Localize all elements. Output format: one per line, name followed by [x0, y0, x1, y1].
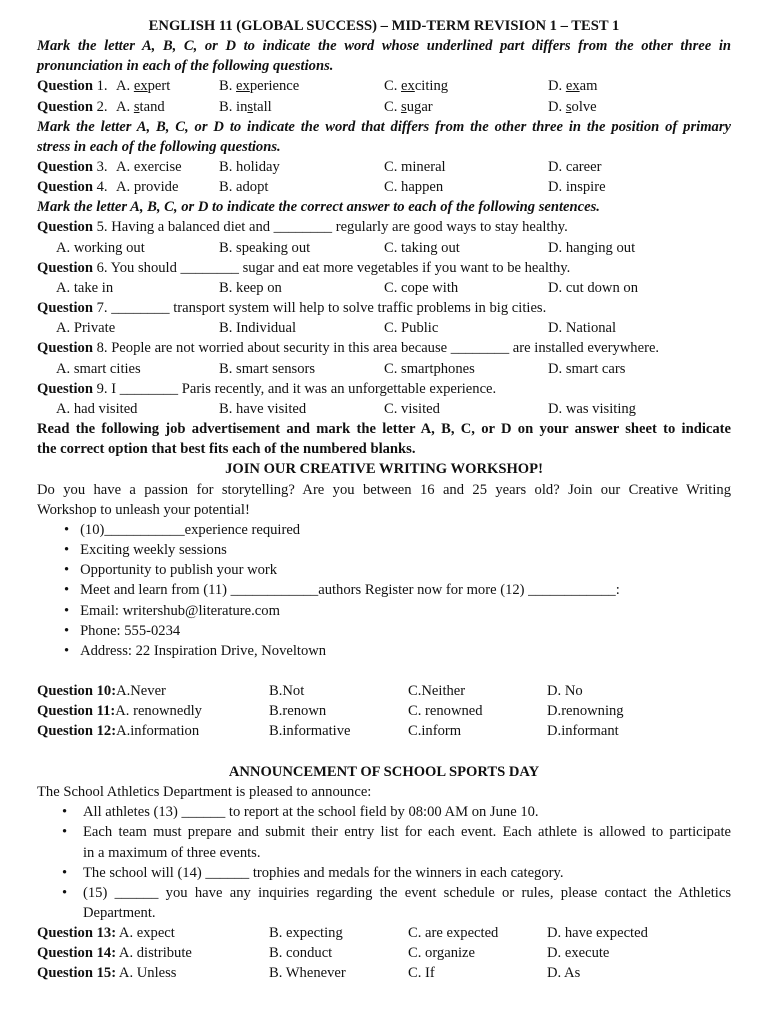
question-1-option-c: C. exciting — [384, 78, 449, 94]
question-12-option-c: C.inform — [408, 723, 462, 739]
workshop-intro-line2: Workshop to unleash your potential! — [37, 502, 250, 518]
question-10: Question 10:A.Never — [37, 683, 166, 699]
question-7-option-b: B. Individual — [219, 320, 297, 336]
question-15-option-b: B. Whenever — [269, 965, 346, 981]
question-11: Question 11:A. renownedly — [37, 703, 202, 719]
question-11-option-c: C. renowned — [408, 703, 483, 719]
question-11-option-b: B.renown — [269, 703, 327, 719]
question-2: Question 2. — [37, 99, 108, 115]
question-4-option-d: D. inspire — [548, 179, 606, 195]
question-9-option-a: A. had visited — [56, 401, 138, 417]
question-5-option-a: A. working out — [56, 240, 145, 256]
instruction-pronunciation-line1: Mark the letter A, B, C, or D to indicate the word whose underlined part differs from the other three in — [37, 38, 731, 54]
question-10-option-d: D. No — [547, 683, 583, 699]
sports-bullet-2-marker: • — [62, 824, 68, 840]
sports-bullet-1: All athletes (13) ______ to report at the school field by 08:00 AM on June 10. — [83, 804, 539, 820]
question-7-option-c: C. Public — [384, 320, 439, 336]
document-title: ENGLISH 11 (GLOBAL SUCCESS) – MID-TERM REVISION 1 – TEST 1 — [148, 18, 620, 34]
workshop-bullet-7: • Address: 22 Inspiration Drive, Noveltown — [64, 643, 327, 659]
question-4: Question 4. — [37, 179, 108, 195]
question-5-option-b: B. speaking out — [219, 240, 311, 256]
question-1-option-d: D. exam — [548, 78, 598, 94]
sports-bullet-2-line2: in a maximum of three events. — [83, 845, 261, 861]
question-13: Question 13: A. expect — [37, 925, 175, 941]
question-8-option-b: B. smart sensors — [219, 361, 316, 377]
question-8: Question 8. People are not worried about security in this area because ________ are installed everywhere. — [37, 340, 660, 356]
workshop-bullet-5: • Email: writershub@literature.com — [64, 603, 280, 619]
question-9-option-c: C. visited — [384, 401, 440, 417]
question-8-option-c: C. smartphones — [384, 361, 475, 377]
question-13-option-b: B. expecting — [269, 925, 343, 941]
question-6-option-a: A. take in — [56, 280, 114, 296]
question-9-option-d: D. was visiting — [548, 401, 636, 417]
question-9: Question 9. I ________ Paris recently, and it was an unforgettable experience. — [37, 381, 497, 397]
question-6-option-d: D. cut down on — [548, 280, 638, 296]
question-3-option-b: B. holiday — [219, 159, 280, 175]
question-2-option-b: B. install — [219, 99, 272, 115]
question-1: Question 1. — [37, 78, 108, 94]
workshop-bullet-2: • Exciting weekly sessions — [64, 542, 227, 558]
workshop-bullet-3: • Opportunity to publish your work — [64, 562, 278, 578]
question-10-option-c: C.Neither — [408, 683, 466, 699]
instruction-stress-line1: Mark the letter A, B, C, or D to indicate the word that differs from the other three in the position of primary — [37, 119, 731, 135]
workshop-intro-line1: Do you have a passion for storytelling? Are you between 16 and 25 years old? Join our Creative Writing — [37, 482, 731, 498]
question-6: Question 6. You should ________ sugar and eat more vegetables if you want to be healthy. — [37, 260, 571, 276]
question-7: Question 7. ________ transport system will help to solve traffic problems in big cities. — [37, 300, 547, 316]
instruction-sentences: Mark the letter A, B, C, or D to indicate the correct answer to each of the following sentences. — [37, 199, 600, 215]
question-3-option-a: A. exercise — [116, 159, 182, 175]
question-5-option-c: C. taking out — [384, 240, 460, 256]
question-11-option-d: D.renowning — [547, 703, 624, 719]
question-12-option-d: D.informant — [547, 723, 619, 739]
question-15: Question 15: A. Unless — [37, 965, 177, 981]
question-3-option-c: C. mineral — [384, 159, 446, 175]
sports-bullet-4-marker: • — [62, 885, 68, 901]
question-4-option-a: A. provide — [116, 179, 179, 195]
question-15-option-c: C. If — [408, 965, 435, 981]
question-13-option-c: C. are expected — [408, 925, 499, 941]
question-2-option-a: A. stand — [116, 99, 165, 115]
question-13-option-d: D. have expected — [547, 925, 648, 941]
question-5: Question 5. Having a balanced diet and ________ regularly are good ways to stay healthy. — [37, 219, 568, 235]
question-8-option-a: A. smart cities — [56, 361, 141, 377]
sports-bullet-4-line2: Department. — [83, 905, 156, 921]
instruction-pronunciation-line2: pronunciation in each of the following questions. — [37, 58, 334, 74]
workshop-bullet-1: • (10)___________experience required — [64, 522, 301, 538]
workshop-bullet-6: • Phone: 555-0234 — [64, 623, 181, 639]
question-14-option-d: D. execute — [547, 945, 610, 961]
reading-instruction-line2: the correct option that best fits each of the numbered blanks. — [37, 441, 416, 457]
sports-bullet-3: The school will (14) ______ trophies and medals for the winners in each category. — [83, 865, 564, 881]
question-1-option-a: A. expert — [116, 78, 171, 94]
question-2-option-d: D. solve — [548, 99, 597, 115]
sports-bullet-2-line1: Each team must prepare and submit their entry list for each event. Each athlete is allowed to participate — [83, 824, 731, 840]
question-9-option-b: B. have visited — [219, 401, 307, 417]
question-1-option-b: B. experience — [219, 78, 300, 94]
question-7-option-a: A. Private — [56, 320, 116, 336]
question-7-option-d: D. National — [548, 320, 617, 336]
question-10-option-b: B.Not — [269, 683, 305, 699]
sports-bullet-3-marker: • — [62, 865, 68, 881]
question-12-option-b: B.informative — [269, 723, 351, 739]
sports-bullet-1-marker: • — [62, 804, 68, 820]
question-3-option-d: D. career — [548, 159, 602, 175]
sports-title: ANNOUNCEMENT OF SCHOOL SPORTS DAY — [228, 764, 540, 780]
workshop-bullet-4: • Meet and learn from (11) ____________authors Register now for more (12) ____________: — [64, 582, 620, 598]
question-14: Question 14: A. distribute — [37, 945, 192, 961]
question-8-option-d: D. smart cars — [548, 361, 626, 377]
reading-instruction-line1: Read the following job advertisement and mark the letter A, B, C, or D on your answer sheet to indicate — [37, 421, 731, 437]
workshop-title: JOIN OUR CREATIVE WRITING WORKSHOP! — [225, 461, 543, 477]
question-12: Question 12:A.information — [37, 723, 200, 739]
sports-bullet-4-line1: (15) ______ you have any inquiries regarding the event schedule or rules, please contact the Athletics — [83, 885, 731, 901]
question-4-option-c: C. happen — [384, 179, 444, 195]
question-4-option-b: B. adopt — [219, 179, 269, 195]
question-5-option-d: D. hanging out — [548, 240, 636, 256]
question-14-option-c: C. organize — [408, 945, 476, 961]
question-3: Question 3. — [37, 159, 108, 175]
question-15-option-d: D. As — [547, 965, 581, 981]
question-14-option-b: B. conduct — [269, 945, 333, 961]
question-6-option-b: B. keep on — [219, 280, 282, 296]
question-2-option-c: C. sugar — [384, 99, 433, 115]
sports-intro: The School Athletics Department is pleased to announce: — [37, 784, 372, 800]
question-6-option-c: C. cope with — [384, 280, 459, 296]
instruction-stress-line2: stress in each of the following questions. — [37, 139, 281, 155]
